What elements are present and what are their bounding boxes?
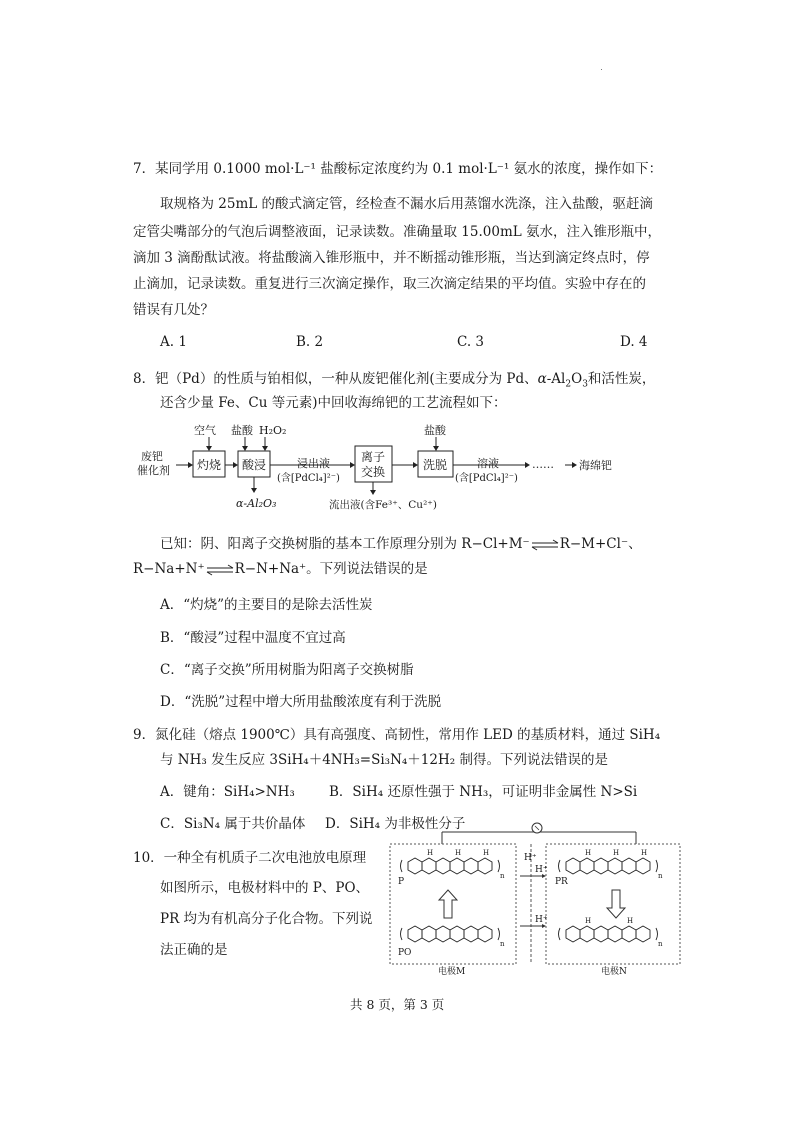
flow-leachate-sub: (含[PdCl₄]²⁻): [277, 473, 340, 484]
repeat-n: n: [658, 872, 663, 880]
flow-hcl-label: 盐酸: [231, 424, 253, 437]
q7-stem: 7．某同学用 0.1000 mol·L⁻¹ 盐酸标定浓度约为 0.1 mol·L⁻¹ 氨水的浓度，操作如下：: [133, 161, 663, 177]
h-atom: H: [427, 849, 434, 857]
q9-option-c: C．Si₃N₄ 属于共价晶体: [160, 816, 306, 832]
molecule-p: [401, 858, 500, 874]
q8-stem-part: 和活性炭，: [587, 371, 656, 387]
page-footer: 共 8 页，第 3 页: [350, 997, 445, 1012]
q9-option-d: D．SiH₄ 为非极性分子: [325, 816, 466, 832]
q8-option-d: D．“洗脱”过程中增大所用盐酸浓度有利于洗脱: [160, 694, 442, 710]
flow-air-label: 空气: [194, 424, 216, 437]
q8-option-b: B．“酸浸”过程中温度不宜过高: [160, 630, 346, 646]
q10-line-1: 10．一种全有机质子二次电池放电原理: [133, 850, 367, 866]
q8-stem-part: -Al: [546, 371, 566, 387]
reduction-arrow-up: [439, 890, 457, 918]
label-pr: PR: [555, 877, 568, 887]
q8-stem-part: O: [571, 371, 583, 387]
known-text: R−N+Na⁺。下列说法错误的是: [234, 561, 428, 577]
oxidation-arrow-down: [607, 890, 625, 918]
flow-feed-line-1: 废钯: [141, 450, 163, 463]
q8-option-c: C．“离子交换”所用树脂为阳离子交换树脂: [160, 662, 414, 678]
flow-box-burn-label: 灼烧: [197, 458, 222, 472]
h-plus-label-1: H⁺: [524, 853, 537, 863]
q7-para-line-3: 滴加 3 滴酚酞试液。将盐酸滴入锥形瓶中，并不断摇动锥形瓶，当达到滴定终点时，停: [133, 250, 650, 266]
label-p: P: [398, 877, 405, 887]
q7-option-a: A. 1: [160, 334, 187, 350]
label-po: PO: [398, 948, 412, 958]
q8-option-a: A．“灼烧”的主要目的是除去活性炭: [160, 597, 373, 613]
h-atom: H: [585, 849, 592, 857]
q9-stem-line-1: 9．氮化硅（熔点 1900℃）具有高强度、高韧性，常用作 LED 的基质材料，通过 SiH₄: [133, 727, 661, 743]
known-text: R−Na+N⁺: [133, 561, 205, 577]
repeat-n: n: [500, 872, 505, 880]
repeat-n: n: [500, 940, 505, 948]
q10-line-2: 如图所示，电极材料中的 P、PO、: [160, 880, 370, 896]
subscript: 3: [582, 379, 588, 390]
q10-line-3: PR 均为有机高分子化合物。下列说: [160, 911, 373, 927]
h-plus-label-2: H⁺: [535, 865, 548, 875]
q7-para-line-5: 错误有几处？: [133, 302, 214, 318]
q9-option-b: B．SiH₄ 还原性强于 NH₃，可证明非金属性 N>Si: [329, 784, 638, 800]
alpha-symbol: α: [537, 371, 547, 387]
flow-box-ion-exchange-label-2: 交换: [361, 465, 386, 479]
q9-stem-line-2: 与 NH₃ 发生反应 3SiH₄＋4NH₃=Si₃N₄＋12H₂ 制得。下列说法错误的是: [160, 752, 608, 768]
flow-feed-line-2: 催化剂: [137, 464, 170, 477]
h-atom: H: [585, 917, 592, 925]
q8-stem-line-2: 还含少量 Fe、Cu 等元素)中回收海绵钯的工艺流程如下：: [160, 395, 507, 411]
flow-residue-label: α-Al₂O₃: [236, 497, 277, 510]
q7-para-line-2: 定管尖嘴部分的气泡后调整液面，记录读数。准确量取 15.00mL 氨水，注入锥形瓶中，: [133, 224, 661, 240]
flow-box-elution-label: 洗脱: [423, 458, 448, 472]
h-plus-label-3: H⁺: [535, 915, 548, 925]
q9-option-a: A．键角：SiH₄>NH₃: [160, 784, 295, 800]
flow-box-acid-leach-label: 酸浸: [242, 458, 267, 472]
h-atom: H: [613, 849, 620, 857]
q7-para-line-1: 取规格为 25mL 的酸式滴定管，经检查不漏水后用蒸馏水洗涤，注入盐酸，驱赶滴: [160, 196, 654, 212]
h-atom: H: [455, 849, 462, 857]
flow-solution-label: 溶液: [477, 457, 499, 470]
h-atom: H: [641, 849, 648, 857]
flow-ellipsis: ……: [532, 458, 554, 471]
q7-para-line-4: 止滴加，记录读数。重复进行三次滴定操作，取三次滴定结果的平均值。实验中存在的: [133, 276, 646, 292]
h-atom: H: [627, 917, 634, 925]
molecule-n-bottom: [559, 926, 658, 942]
q7-option-d: D. 4: [620, 334, 648, 350]
flow-box-ion-exchange-label-1: 离子: [361, 450, 386, 464]
flow-leachate-label: 浸出液: [297, 457, 330, 470]
flow-h2o2-label: H₂O₂: [259, 424, 287, 437]
molecule-po: [401, 926, 500, 942]
molecule-pr: [559, 858, 658, 874]
subscript: 2: [565, 379, 572, 390]
h-atom: H: [483, 849, 490, 857]
flow-product-label: 海绵钯: [579, 459, 612, 472]
q7-option-b: B. 2: [296, 334, 324, 350]
flow-solution-sub: (含[PdCl₄]²⁻): [455, 473, 518, 484]
q7-option-c: C. 3: [457, 334, 485, 350]
known-text: 已知：阴、阳离子交换树脂的基本工作原理分别为 R−Cl+M⁻: [160, 536, 530, 552]
repeat-n: n: [658, 940, 663, 948]
known-text: R−M+Cl⁻、: [559, 536, 642, 552]
electrode-n-label: 电极N: [601, 967, 627, 977]
electrode-m-label: 电极M: [438, 967, 466, 977]
flow-hcl2-label: 盐酸: [424, 424, 446, 437]
flow-outflow-label: 流出液(含Fe³⁺、Cu²⁺): [329, 499, 437, 511]
q8-stem-part: 8．钯（Pd）的性质与铂相似，一种从废钯催化剂(主要成分为 Pd、: [133, 371, 538, 387]
q10-line-4: 法正确的是: [160, 942, 228, 958]
